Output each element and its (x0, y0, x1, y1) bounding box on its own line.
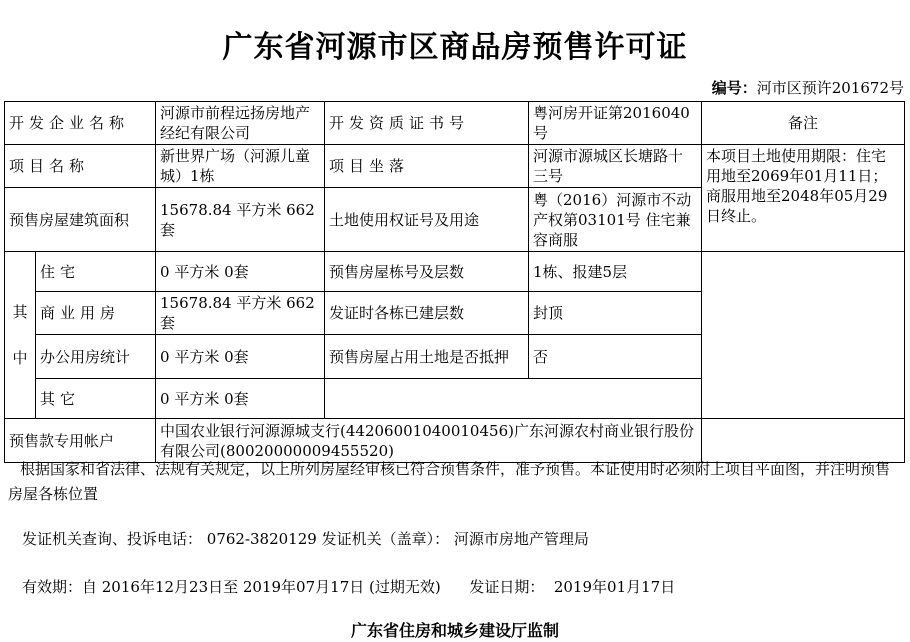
statement-text: 根据国家和省法律、法规有关规定，以上所列房屋经审核已符合预售条件，准予预售。本证使用时必须附上项目平面图，并注明预售房屋各栋位置 (8, 460, 891, 503)
license-number-label: 编号： (711, 79, 757, 97)
page-title: 广东省河源市区商品房预售许可证 (222, 30, 688, 65)
table-row (5, 252, 905, 292)
remarks-label: 备注 (702, 102, 905, 145)
land-cert-value: 粤（2016）河源市不动产权第03101号 住宅兼容商服 (529, 188, 702, 252)
building-label: 预售房屋栋号及层数 (325, 252, 529, 292)
account-label: 预售款专用帐户 (5, 419, 156, 463)
table-row (5, 145, 905, 188)
developer-value: 河源市前程远扬房地产经纪有限公司 (156, 102, 325, 145)
mortgage-value: 否 (529, 335, 702, 379)
floors-value: 封顶 (529, 292, 702, 335)
residential-value: 0 平方米 0套 (156, 252, 325, 292)
of-which-label (5, 252, 36, 419)
qualification-value: 粤河房开证第2016040号 (529, 102, 702, 145)
of-which-text: 其中 (12, 303, 28, 367)
qualification-label: 开发资质证书号 (325, 102, 529, 145)
other-value: 0 平方米 0套 (156, 379, 325, 419)
account-value: 中国农业银行河源源城支行(44206001040010456)广东河源农村商业银行股份有限公司(80020000009455520) (156, 419, 702, 463)
license-number (712, 77, 904, 98)
remarks-blank (702, 252, 905, 419)
project-name-value: 新世界广场（河源儿童城）1栋 (156, 145, 325, 188)
residential-label: 住宅 (36, 252, 156, 292)
land-cert-label: 土地使用权证号及用途 (325, 188, 529, 252)
project-name-label: 项目名称 (5, 145, 156, 188)
commercial-value: 15678.84 平方米 662套 (156, 292, 325, 335)
table-row (5, 419, 905, 463)
mortgage-label: 预售房屋占用土地是否抵押 (325, 335, 529, 379)
building-value: 1栋、报建5层 (529, 252, 702, 292)
office-value: 0 平方米 0套 (156, 335, 325, 379)
empty-cell (325, 379, 702, 419)
license-number-value: 河市区预许201672号 (756, 79, 904, 97)
validity-line: 有效期：自 2016年12月23日至 2019年07月17日 (过期无效) 发证日期： 2019年01月17日 (22, 578, 676, 596)
other-label: 其它 (36, 379, 156, 419)
footer-supervision: 广东省住房和城乡建设厅监制 (350, 621, 559, 640)
contact-line: 发证机关查询、投诉电话： 0762-3820129 发证机关（盖章）： 河源市房地产管理局 (22, 530, 589, 548)
commercial-label: 商业用房 (36, 292, 156, 335)
office-label: 办公用房统计 (36, 335, 156, 379)
license-table (4, 101, 905, 463)
location-value: 河源市源城区长塘路十三号 (529, 145, 702, 188)
location-label: 项目坐落 (325, 145, 529, 188)
table-row (5, 102, 905, 145)
developer-label: 开发企业名称 (5, 102, 156, 145)
floors-label: 发证时各栋已建层数 (325, 292, 529, 335)
area-label: 预售房屋建筑面积 (5, 188, 156, 252)
account-blank (702, 419, 905, 463)
area-value: 15678.84 平方米 662套 (156, 188, 325, 252)
remarks-value: 本项目土地使用期限：住宅用地至2069年01月11日；商服用地至2048年05月29日终止。 (702, 145, 905, 252)
